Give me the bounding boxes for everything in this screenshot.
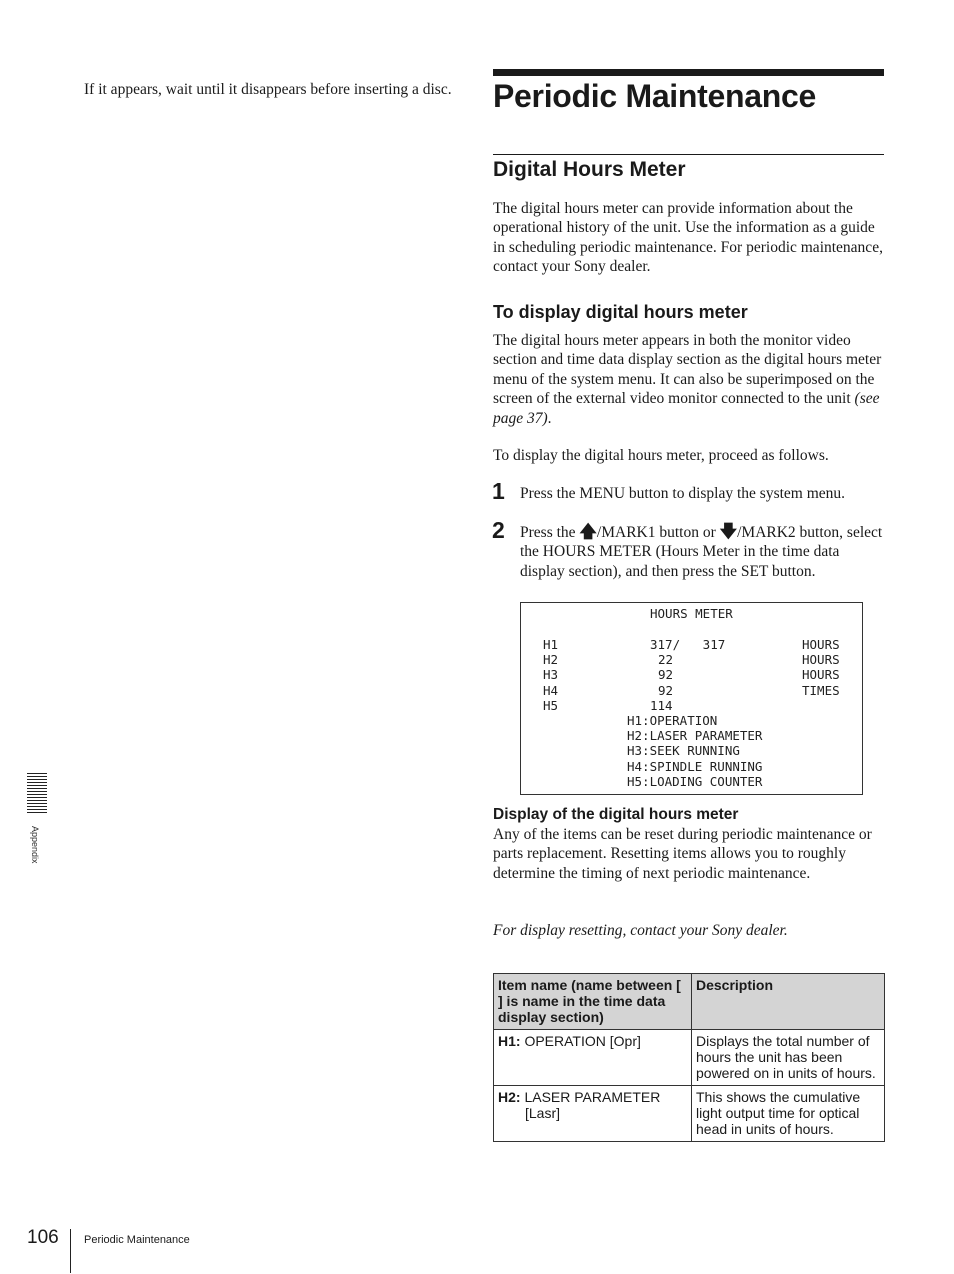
table-header-item: Item name (name between [ ] is name in the time data display section): [494, 974, 692, 1030]
page-number: 106: [27, 1227, 59, 1248]
screen-title: HOURS METER: [650, 606, 733, 621]
intro-paragraph: The digital hours meter can provide information about the operational history of the unit. Use the information as a guide in scheduling periodic maintenance. For periodic maintenance, contact your Sony dealer.: [493, 200, 883, 276]
table-row: [494, 1030, 885, 1086]
screen-row-id: H5: [543, 698, 559, 713]
screen-legend-line: H1:OPERATION: [627, 713, 718, 728]
screen-legend-line: H5:LOADING COUNTER: [627, 774, 763, 789]
screen-row-value: 114: [650, 698, 673, 713]
step-2-part2: /MARK1 button or: [596, 524, 720, 541]
screen-legend-line: H2:LASER PARAMETER: [627, 728, 763, 743]
screen-row-unit: HOURS: [802, 667, 840, 682]
step-2-part3: /MARK2 button, select the HOURS METER (Hours Meter in the time data display section), and then press the SET button.: [520, 524, 883, 580]
item-name: OPERATION [Opr]: [520, 1033, 641, 1049]
screen-row-value: 92: [658, 683, 674, 698]
table-header-description: Description: [692, 974, 885, 1030]
step-1-text: Press the MENU button to display the system menu.: [520, 485, 846, 502]
table-cell-description: This shows the cumulative light output time for optical head in units of hours.: [692, 1086, 885, 1142]
down-arrow-icon: 🡇: [719, 522, 738, 542]
hours-meter-screen: [520, 602, 863, 795]
screen-row-unit: HOURS: [802, 637, 840, 652]
screen-row-value: 92: [658, 667, 674, 682]
item-name: LASER PARAMETER [Lasr]: [520, 1089, 661, 1121]
reset-paragraph: Any of the items can be reset during periodic maintenance or parts replacement. Resetting items allows you to roughly determine the timing of next periodic maintenance.: [493, 826, 872, 882]
page-reference: (see page 37): [493, 390, 880, 427]
screen-row-id: H2: [543, 652, 559, 667]
step-2-number: 2: [492, 517, 505, 543]
screen-row-unit: HOURS: [802, 652, 840, 667]
title-rule: [493, 69, 884, 76]
screen-row-id: H1: [543, 637, 559, 652]
reset-note: For display resetting, contact your Sony dealer.: [493, 922, 788, 939]
screen-legend-line: H4:SPINDLE RUNNING: [627, 759, 763, 774]
table-row: [494, 1086, 885, 1142]
section-tab-marker: [27, 773, 47, 817]
items-table: [493, 973, 885, 1142]
screen-legend-line: H3:SEEK RUNNING: [627, 743, 740, 758]
up-arrow-icon: 🡅: [579, 522, 597, 542]
side-tab-label: Appendix: [30, 826, 40, 864]
item-label: H1:: [498, 1033, 521, 1049]
procedure-intro: To display the digital hours meter, proceed as follows.: [493, 447, 829, 464]
display-paragraph-text: The digital hours meter appears in both the monitor video section and time data display section as the digital hours meter menu of the system menu. It can also be superimposed on the screen of the external video monitor connected to the unit: [493, 332, 882, 408]
step-1-number: 1: [492, 478, 505, 504]
display-paragraph-end: .: [547, 409, 552, 427]
screen-row-unit: TIMES: [802, 683, 840, 698]
table-cell-item: [494, 1030, 692, 1086]
step-2-text: [520, 523, 885, 581]
table-cell-description: Displays the total number of hours the unit has been powered on in units of hours.: [692, 1030, 885, 1086]
step-2-part1: Press the: [520, 524, 580, 541]
item-label: H2:: [498, 1089, 521, 1105]
table-cell-item: [494, 1086, 692, 1142]
continued-note: If it appears, wait until it disappears before inserting a disc.: [84, 80, 452, 98]
screen-row-value: 317/ 317: [650, 637, 726, 652]
footer-rule: [70, 1229, 71, 1273]
table-header-row: [494, 974, 885, 1030]
screen-row-value: 22: [658, 652, 674, 667]
subsection-title: To display digital hours meter: [493, 302, 748, 322]
screen-row-id: H4: [543, 683, 559, 698]
screen-row-id: H3: [543, 667, 559, 682]
display-paragraph: [493, 331, 885, 428]
section-rule: [493, 154, 884, 155]
display-title: Display of the digital hours meter: [493, 806, 739, 823]
section-title: Digital Hours Meter: [493, 158, 686, 181]
page-title: Periodic Maintenance: [493, 78, 816, 114]
footer-label: Periodic Maintenance: [84, 1234, 190, 1246]
